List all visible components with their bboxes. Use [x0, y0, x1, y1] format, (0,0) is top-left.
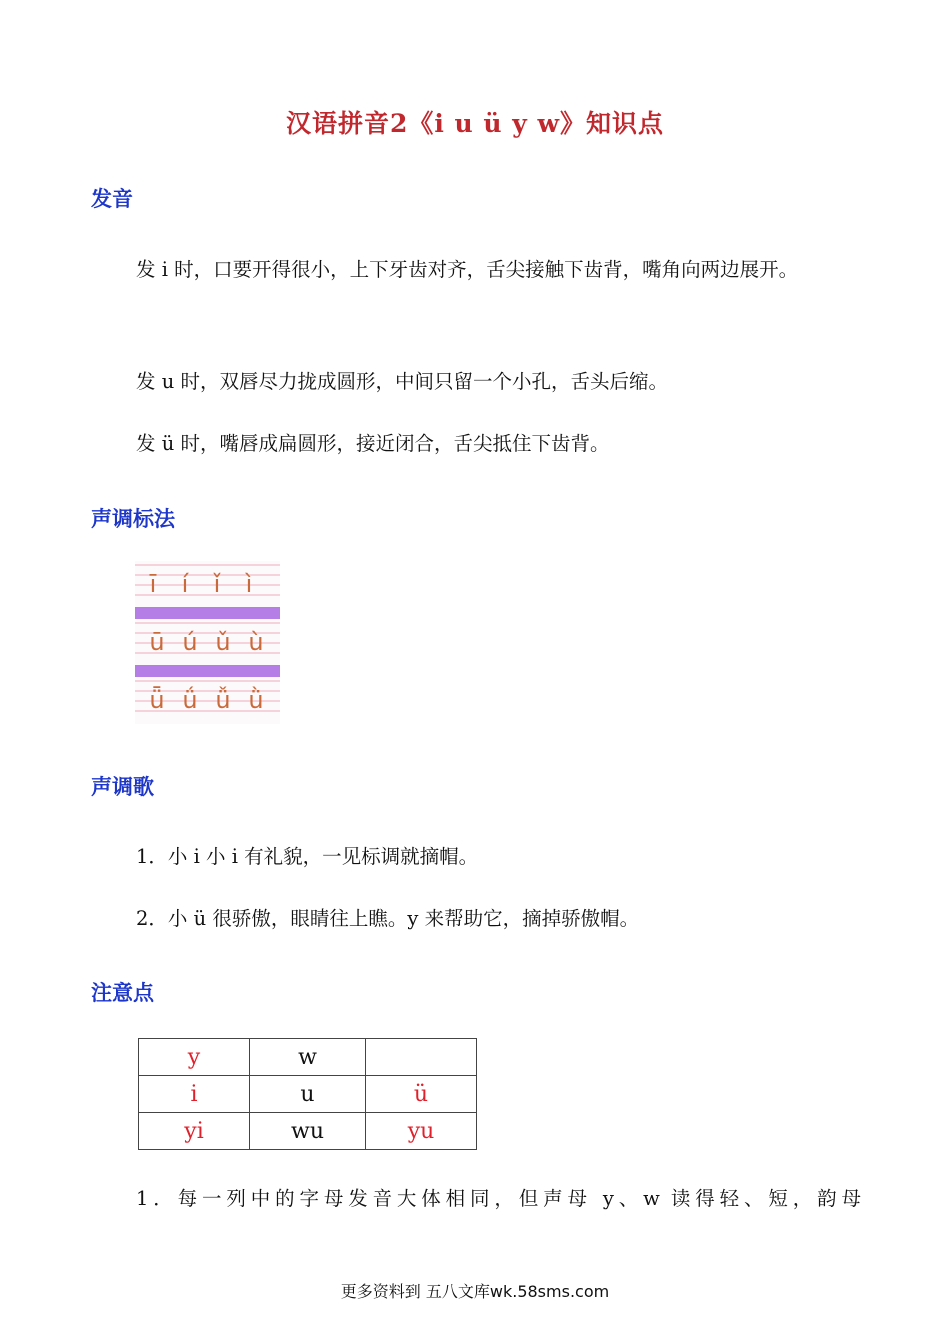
tone-letter: ǖ — [149, 686, 165, 714]
table-row — [139, 1113, 477, 1150]
table-cell — [366, 1039, 477, 1076]
paragraph-pronounce-i: 发 i 时，口要开得很小，上下牙齿对齐，舌尖接触下齿背，嘴角向两边展开。 — [136, 258, 799, 281]
notes-paragraph-1: 1．每一列中的字母发音大体相同，但声母 y、w 读得轻、短，韵母 — [136, 1187, 861, 1210]
heading-notes: 注意点 — [91, 981, 154, 1005]
table-row — [139, 1076, 477, 1113]
table-cell: w — [250, 1039, 366, 1076]
paragraph-pronounce-v: 发 ü 时，嘴唇成扁圆形，接近闭合，舌尖抵住下齿背。 — [136, 432, 610, 455]
table-cell: yi — [139, 1113, 250, 1150]
footer-text: 更多资料到 五八文库wk.58sms.com — [340, 1282, 610, 1301]
tone-marking-image — [135, 561, 280, 724]
tone-letter: ì — [245, 570, 253, 598]
heading-tone-song: 声调歌 — [91, 775, 154, 799]
tone-letter: ū — [149, 628, 165, 656]
table-cell: y — [139, 1039, 250, 1076]
table-cell: i — [139, 1076, 250, 1113]
table-cell: u — [250, 1076, 366, 1113]
tone-letter: ú — [182, 628, 198, 656]
tone-letter: ǜ — [248, 686, 264, 714]
tone-letter: ǔ — [215, 628, 231, 656]
tone-letter: ǐ — [213, 570, 221, 598]
tone-letter: ǘ — [182, 686, 198, 714]
tone-song-line-2: 2．小 ü 很骄傲，眼睛往上瞧。y 来帮助它，摘掉骄傲帽。 — [136, 907, 640, 930]
tone-band — [135, 665, 280, 677]
paragraph-pronounce-u: 发 u 时，双唇尽力拢成圆形，中间只留一个小孔，舌头后缩。 — [136, 370, 668, 393]
tone-song-line-1: 1．小 i 小 i 有礼貌，一见标调就摘帽。 — [136, 845, 479, 868]
letter-table — [138, 1038, 477, 1150]
page-title: 汉语拼音2《i u ü y w》知识点 — [285, 109, 665, 138]
tone-letter: í — [181, 570, 189, 598]
table-cell: ü — [366, 1076, 477, 1113]
tone-band — [135, 607, 280, 619]
tone-letter: ù — [248, 628, 264, 656]
table-row — [139, 1039, 477, 1076]
table-cell: yu — [366, 1113, 477, 1150]
heading-pronunciation: 发音 — [91, 187, 133, 211]
heading-tone-marking: 声调标法 — [91, 507, 175, 531]
tone-letter: ǚ — [215, 686, 231, 714]
table-cell: wu — [250, 1113, 366, 1150]
tone-letter: ī — [149, 570, 157, 598]
